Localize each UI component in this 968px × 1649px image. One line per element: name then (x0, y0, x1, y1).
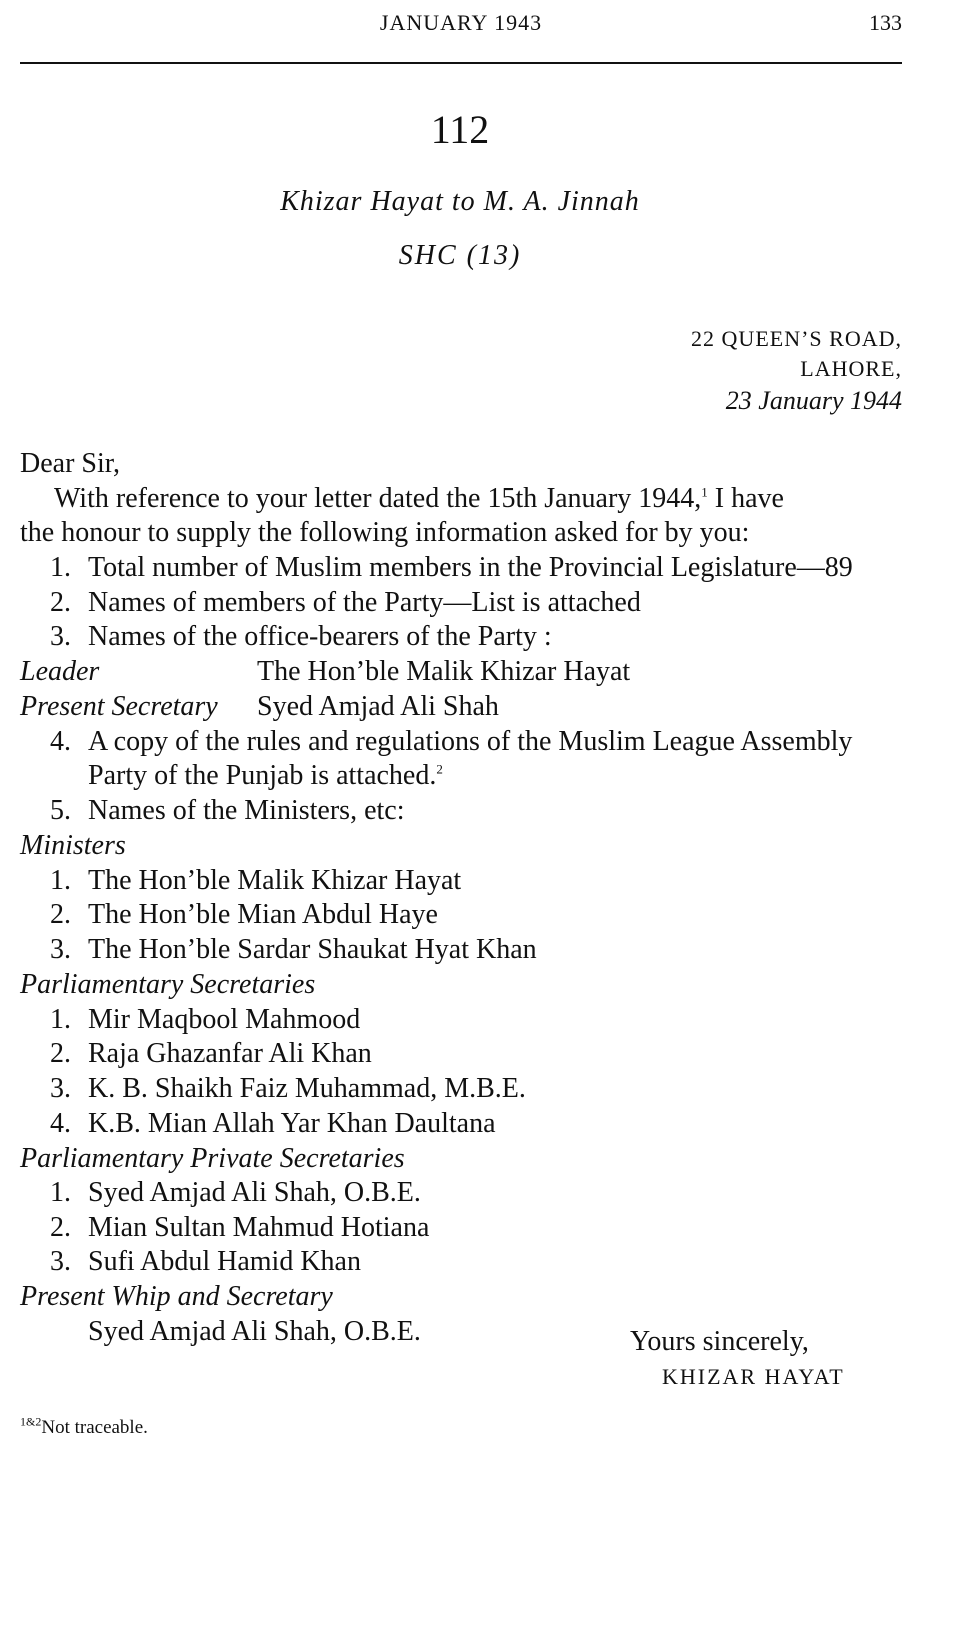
item-number: 3. (50, 621, 71, 652)
item-text: Names of the office-bearers of the Party : (88, 621, 552, 652)
office-name: The Hon’ble Malik Khizar Hayat (257, 656, 631, 687)
footnote (20, 1414, 148, 1439)
item-text: Raja Ghazanfar Ali Khan (88, 1038, 372, 1069)
item-text: A copy of the rules and regulations of the Muslim League Assembly (88, 726, 853, 757)
item-number: 4. (50, 726, 71, 757)
item-number: 2. (50, 1212, 71, 1243)
office-role: Leader (20, 656, 100, 687)
item-number: 3. (50, 1246, 71, 1277)
item-number: 4. (50, 1108, 71, 1139)
document-number: 112 (430, 107, 490, 152)
intro-line-2: the honour to supply the following information asked for by you: (20, 517, 750, 548)
section-heading: Parliamentary Secretaries (20, 969, 316, 1000)
page-number: 133 (869, 10, 902, 35)
item-text: The Hon’ble Mian Abdul Haye (88, 899, 438, 930)
item-text: K. B. Shaikh Faiz Muhammad, M.B.E. (88, 1073, 526, 1104)
item-text: K.B. Mian Allah Yar Khan Daultana (88, 1108, 496, 1139)
item-number: 3. (50, 1073, 71, 1104)
running-header (20, 10, 902, 46)
item-number: 1. (50, 1004, 71, 1035)
item-text-continued (88, 760, 443, 792)
item-text: Names of members of the Party—List is attached (88, 587, 641, 618)
whip-name: Syed Amjad Ali Shah, O.B.E. (88, 1316, 421, 1347)
address-line-1: 22 QUEEN’S ROAD, (691, 326, 902, 351)
footnote-ref-1: 1 (701, 484, 708, 500)
item-text: Mir Maqbool Mahmood (88, 1004, 361, 1035)
footnote-text: Not traceable. (41, 1417, 148, 1438)
intro-line-1 (54, 483, 784, 515)
item-number: 2. (50, 587, 71, 618)
item-text: Total number of Muslim members in the Provincial Legislature—89 (88, 552, 853, 583)
item-number: 2. (50, 899, 71, 930)
document-title: Khizar Hayat to M. A. Jinnah (280, 186, 640, 217)
header-rule (20, 62, 902, 64)
item-number: 5. (50, 795, 71, 826)
item-text: Syed Amjad Ali Shah, O.B.E. (88, 1177, 421, 1208)
item-number: 1. (50, 865, 71, 896)
intro-text-end: I have (707, 483, 784, 514)
document-source: SHC (13) (398, 240, 522, 271)
item-text: The Hon’ble Sardar Shaukat Hyat Khan (88, 934, 537, 965)
office-role: Present Secretary (20, 691, 218, 722)
address-line-2: LAHORE, (800, 356, 902, 381)
list-item (50, 552, 71, 584)
intro-text: With reference to your letter dated the 15th January 1944, (54, 483, 702, 514)
closing: Yours sincerely, (630, 1326, 809, 1357)
item-number: 2. (50, 1038, 71, 1069)
signature: KHIZAR HAYAT (662, 1364, 845, 1389)
section-heading: Present Whip and Secretary (20, 1281, 333, 1312)
letter-date: 23 January 1944 (725, 386, 902, 415)
list-item (50, 621, 71, 653)
footnote-ref-2: 2 (436, 761, 443, 777)
header-title: JANUARY 1943 (379, 10, 543, 35)
office-name: Syed Amjad Ali Shah (257, 691, 499, 722)
salutation: Dear Sir, (20, 448, 120, 479)
item-text: Mian Sultan Mahmud Hotiana (88, 1212, 430, 1243)
list-item (50, 587, 71, 619)
item-text: The Hon’ble Malik Khizar Hayat (88, 865, 462, 896)
item-text: Names of the Ministers, etc: (88, 795, 405, 826)
section-heading: Ministers (20, 830, 126, 861)
item-text: Sufi Abdul Hamid Khan (88, 1246, 361, 1277)
item-text: Party of the Punjab is attached. (88, 760, 437, 791)
section-heading: Parliamentary Private Secretaries (20, 1143, 405, 1174)
footnote-mark: 1&2 (20, 1414, 42, 1429)
item-number: 1. (50, 1177, 71, 1208)
item-number: 3. (50, 934, 71, 965)
item-number: 1. (50, 552, 71, 583)
